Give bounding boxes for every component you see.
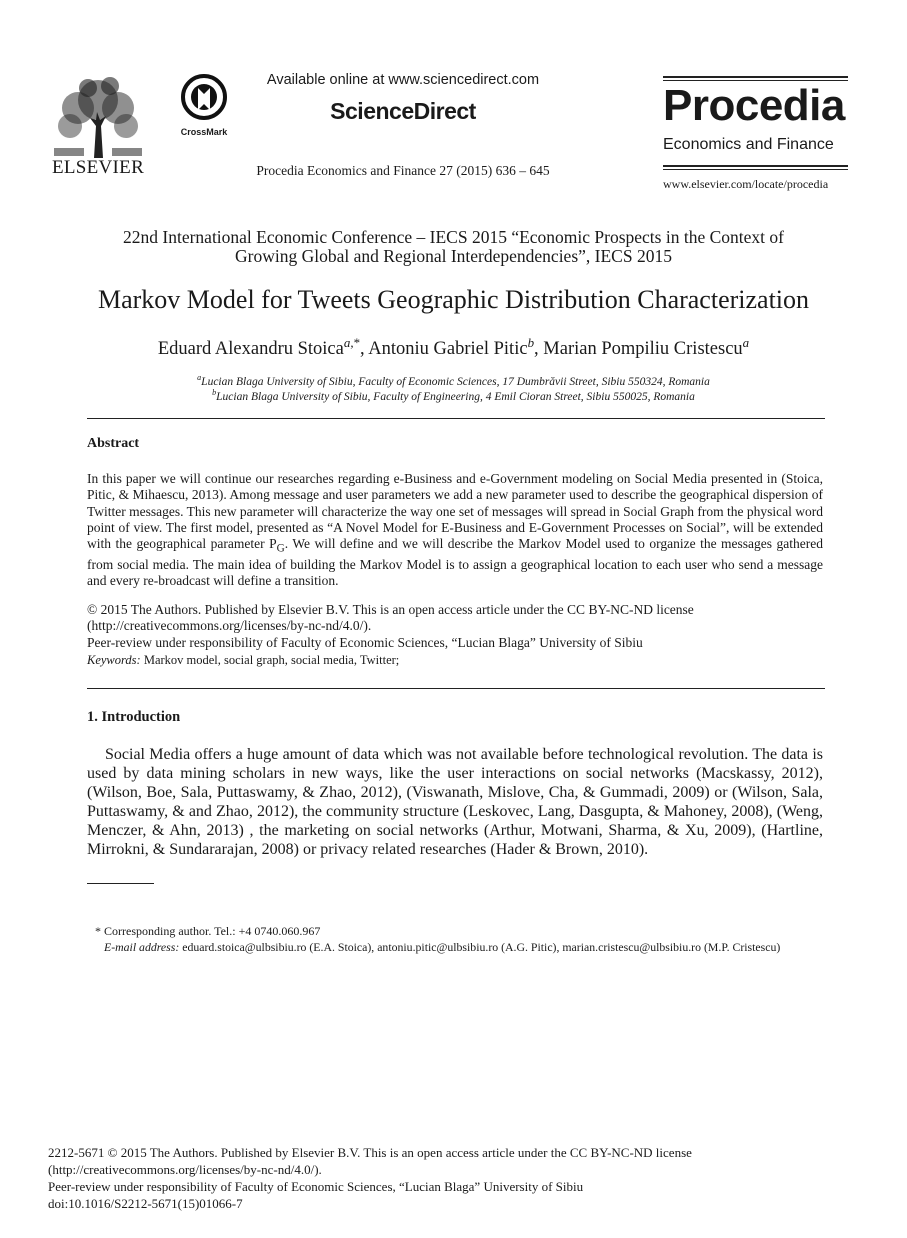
author-affiliation-mark: a [742, 335, 750, 350]
email-label: E-mail address: [104, 940, 180, 954]
author-separator: , [534, 339, 544, 360]
footer-issn-line: 2212-5671 © 2015 The Authors. Published by Elsevier B.V. This is an open access article under the CC BY-NC-ND license [48, 1145, 692, 1160]
affiliation-a [40, 373, 867, 388]
elsevier-wordmark: ELSEVIER [51, 157, 145, 178]
author-affiliation-mark: b [527, 335, 535, 350]
author-list [40, 335, 867, 360]
license-link[interactable]: (http://creativecommons.org/licenses/by-nc-nd/4.0/). [87, 618, 372, 634]
affiliation-mark: b [212, 388, 217, 397]
email-addresses[interactable]: eduard.stoica@ulbsibiu.ro (E.A. Stoica), antoniu.pitic@ulbsibiu.ro (A.G. Pitic), marian.cristescu@ulbsibiu.ro (M.P. Cristescu) [179, 940, 781, 954]
available-online-text: Available online at www.sciencedirect.com [266, 72, 540, 88]
author-name: Eduard Alexandru Stoica [157, 339, 344, 360]
affiliation-text: Lucian Blaga University of Sibiu, Faculty of Engineering, 4 Emil Cioran Street, Sibiu 550025, Romania [216, 390, 695, 403]
conference-line-2: Growing Global and Regional Interdependencies”, IECS 2015 [235, 246, 672, 266]
crossmark-badge[interactable] [176, 74, 232, 137]
masthead-rule-bottom [663, 165, 848, 167]
rule-above-abstract [87, 418, 825, 419]
procedia-subtitle: Economics and Finance [663, 136, 834, 153]
footer-peer-review: Peer-review under responsibility of Faculty of Economic Sciences, “Lucian Blaga” University of Sibiu [48, 1179, 584, 1194]
masthead-rule-bottom-thin [663, 169, 848, 170]
abstract-text-part2: . We will define and we will describe the Markov Model used to organize the messages gathered from social media. The main idea of building the Markov Model is to assign a geographical location to each user who send a message and every re-broadcast will define a transition. [87, 536, 823, 589]
author-name: Antoniu Gabriel Pitic [368, 339, 528, 360]
author-name: Marian Pompiliu Cristescu [543, 339, 743, 360]
journal-reference: Procedia Economics and Finance 27 (2015) 636 – 645 [256, 163, 550, 178]
abstract-heading: Abstract [87, 436, 140, 451]
rule-below-abstract [87, 688, 825, 689]
footer-doi[interactable]: doi:10.1016/S2212-5671(15)01066-7 [48, 1196, 243, 1211]
masthead-rule-top [663, 76, 848, 78]
elsevier-tree-logo [50, 74, 146, 158]
copyright-line: © 2015 The Authors. Published by Elsevier B.V. This is an open access article under the CC BY-NC-ND license [87, 602, 694, 617]
keywords-line [87, 652, 823, 668]
crossmark-icon [181, 74, 227, 120]
copyright-block [87, 602, 823, 668]
affiliation-b [40, 388, 867, 403]
sciencedirect-logo: ScienceDirect [330, 98, 476, 124]
paper-title: Markov Model for Tweets Geographic Distribution Characterization [97, 285, 810, 314]
keywords-label: Keywords: [87, 652, 141, 667]
procedia-url[interactable]: www.elsevier.com/locate/procedia [663, 177, 829, 191]
corresponding-mark: * [353, 335, 361, 350]
keywords-values: Markov model, social graph, social media, Twitter; [140, 652, 400, 667]
author-affiliation-mark: a, [343, 335, 354, 350]
footer-license-link[interactable]: (http://creativecommons.org/licenses/by-nc-nd/4.0/). [48, 1162, 322, 1177]
peer-review-line: Peer-review under responsibility of Faculty of Economic Sciences, “Lucian Blaga” University of Sibiu [87, 634, 643, 650]
affiliation-mark: a [197, 373, 202, 382]
corresponding-author-note: * Corresponding author. Tel.: +4 0740.060.967 [95, 924, 321, 938]
procedia-title: Procedia [663, 81, 845, 130]
affiliation-text: Lucian Blaga University of Sibiu, Faculty of Economic Sciences, 17 Dumbrăvii Street, Sibiu 550324, Romania [201, 375, 710, 388]
conference-line-1: 22nd International Economic Conference – IECS 2015 “Economic Prospects in the Context of [123, 227, 784, 247]
introduction-heading: 1. Introduction [87, 709, 181, 725]
footnote-rule [87, 883, 154, 884]
email-note [87, 940, 844, 955]
introduction-paragraph: Social Media offers a huge amount of data which was not available before technological revolution. The data is used by data mining scholars in new ways, like the user interactions on social networks (Macskassy, 2012), (Wilson, Boe, Sala, Puttaswamy, & Zhao, 2012), (Viswanath, Mislove, Cha, & Gummadi, 2009) or (Wilson, Sala, Puttaswamy, & and Zhao, 2012), the community structure (Leskovec, Lang, Dasgupta, & Mahoney, 2008), (Weng, Menczer, & Ahn, 2013) , the marketing on social networks (Arthur, Motwani, Sharma, & Xu, 2009), (Hartline, Mirrokni, & Sundararajan, 2008) or privacy related researches (Hader & Brown, 2010). [87, 746, 823, 858]
conference-name [60, 228, 847, 266]
abstract-text-part1: In this paper we will continue our researches regarding e-Business and e-Government modeling on Social Media presented in (Stoica, Pitic, & Mihaescu, 2013). Among message and user parameters we add a new parameter used to describe the geographical dispersion of Twitter messages. This new parameter will characterize the way one set of messages will spread in Social Graph from the physical word point of view. The first model, presented as “A Novel Model for E-Business and E-Government Processes on Social”, will be extended with the geographical parameter P [87, 471, 823, 552]
parameter-subscript: G [276, 542, 285, 555]
abstract-body [87, 471, 823, 590]
crossmark-label: CrossMark [180, 127, 228, 137]
author-separator: , [360, 339, 369, 360]
